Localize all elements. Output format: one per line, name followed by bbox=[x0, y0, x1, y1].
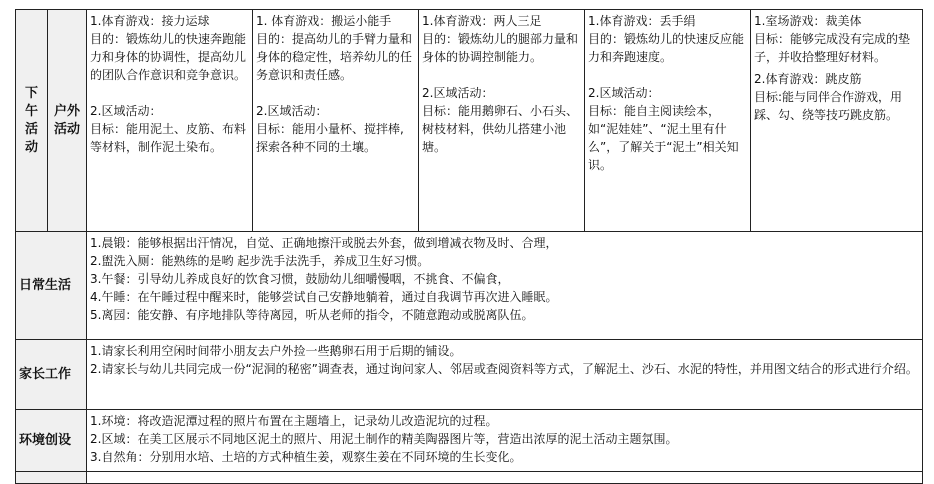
environment-row bbox=[16, 410, 923, 472]
daily-life-item: 1.晨锻：能够根据出汗情况，自觉、正确地擦汗或脱去外套，做到增减衣物及时、合理， bbox=[90, 236, 558, 250]
environment-content bbox=[87, 410, 923, 472]
day-cell-3 bbox=[419, 10, 585, 232]
activity-a-title: 1.体育游戏：两人三足 bbox=[422, 14, 542, 28]
daily-life-label: 日常生活 bbox=[16, 232, 87, 340]
afternoon-row bbox=[16, 10, 923, 232]
activity-b-goal: 目标：能自主阅读绘本，如“泥娃娃”、“泥土里有什么”，了解关于“泥土”相关知识。 bbox=[588, 104, 739, 172]
parents-label: 家长工作 bbox=[16, 340, 87, 410]
daily-life-content bbox=[87, 232, 923, 340]
activity-b-goal: 目标：能用小量杯、搅拌棒,探索各种不同的土壤。 bbox=[256, 122, 404, 154]
activity-a-goal: 目标：能够完成没有完成的垫子，并收拾整理好材料。 bbox=[754, 32, 911, 64]
day-cell-1 bbox=[87, 10, 253, 232]
day-cell-2 bbox=[253, 10, 419, 232]
activity-b-goal: 目标:能与同伴合作游戏，用踩、勾、绕等技巧跳皮筋。 bbox=[754, 90, 903, 122]
environment-label: 环境创设 bbox=[16, 410, 87, 472]
daily-life-item: 2.盥洗入厕：能熟练的是哟 起步洗手法洗手，养成卫生好习惯。 bbox=[90, 254, 430, 268]
activity-a-goal: 目的：锻炼幼儿的腿部力量和身体的协调控制能力。 bbox=[422, 32, 579, 64]
activity-b-goal: 目标：能用泥土、皮筋、布料等材料，制作泥土染布。 bbox=[90, 122, 247, 154]
outdoor-label: 户外活动 bbox=[48, 10, 87, 232]
cut-off-row bbox=[16, 472, 923, 484]
day-cell-5 bbox=[751, 10, 923, 232]
activity-a-goal: 目的：锻炼幼儿的快速反应能力和奔跑速度。 bbox=[588, 32, 745, 64]
activity-a-title: 1.室场游戏：裁美体 bbox=[754, 14, 862, 28]
parents-content bbox=[87, 340, 923, 410]
activity-a-goal: 目的：提高幼儿的手臂力量和身体的稳定性，培养幼儿的任务意识和责任感。 bbox=[256, 32, 413, 82]
parents-item: 2.请家长与幼儿共同完成一份“泥洞的秘密”调查表，通过询问家人、邻居或查阅资料等方式，了解泥土、沙石、水泥的特性，并用图文结合的形式进行介绍。 bbox=[90, 362, 918, 376]
activity-a-title: 1.体育游戏：接力运球 bbox=[90, 14, 210, 28]
environment-item: 3.自然角：分别用水培、土培的方式种植生姜，观察生姜在不同环境的生长变化。 bbox=[90, 450, 522, 464]
daily-life-item: 3.午餐：引导幼儿养成良好的饮食习惯，鼓励幼儿细嚼慢咽，不挑食、不偏食， bbox=[90, 272, 510, 286]
activity-a-title: 1. 体育游戏：搬运小能手 bbox=[256, 14, 392, 28]
day-cell-4 bbox=[585, 10, 751, 232]
parents-row bbox=[16, 340, 923, 410]
activity-b-title: 2.区域活动： bbox=[256, 104, 328, 118]
daily-life-item: 4.午睡：在午睡过程中醒来时，能够尝试自己安静地躺着，通过自我调节再次进入睡眠。 bbox=[90, 290, 558, 304]
cut-off-label bbox=[16, 472, 87, 484]
activity-a-title: 1.体育游戏：丢手绢 bbox=[588, 14, 696, 28]
cut-off-content bbox=[87, 472, 923, 484]
environment-item: 1.环境：将改造泥潭过程的照片布置在主题墙上，记录幼儿改造泥坑的过程。 bbox=[90, 414, 498, 428]
activity-b-title: 2.区域活动： bbox=[90, 104, 162, 118]
daily-life-row bbox=[16, 232, 923, 340]
activity-b-goal: 目标：能用鹅卵石、小石头、树枝材料，供幼儿搭建小池塘。 bbox=[422, 104, 579, 154]
activity-a-goal: 目的：锻炼幼儿的快速奔跑能力和身体的协调性，提高幼儿的团队合作意识和竞争意识。 bbox=[90, 32, 247, 82]
parents-item: 1.请家长利用空闲时间带小朋友去户外捡一些鹅卵石用于后期的铺设。 bbox=[90, 344, 462, 358]
environment-item: 2.区域：在美工区展示不同地区泥土的照片、用泥土制作的精美陶器图片等，营造出浓厚的泥土活动主题氛围。 bbox=[90, 432, 678, 446]
weekly-plan-table bbox=[15, 9, 923, 484]
activity-b-title: 2.区域活动： bbox=[422, 86, 494, 100]
afternoon-label: 下午活动 bbox=[16, 10, 48, 232]
activity-b-title: 2.体育游戏：跳皮筋 bbox=[754, 72, 862, 86]
daily-life-item: 5.离园：能安静、有序地排队等待离园，听从老师的指令，不随意跑动或脱离队伍。 bbox=[90, 308, 534, 322]
activity-b-title: 2.区域活动： bbox=[588, 86, 660, 100]
